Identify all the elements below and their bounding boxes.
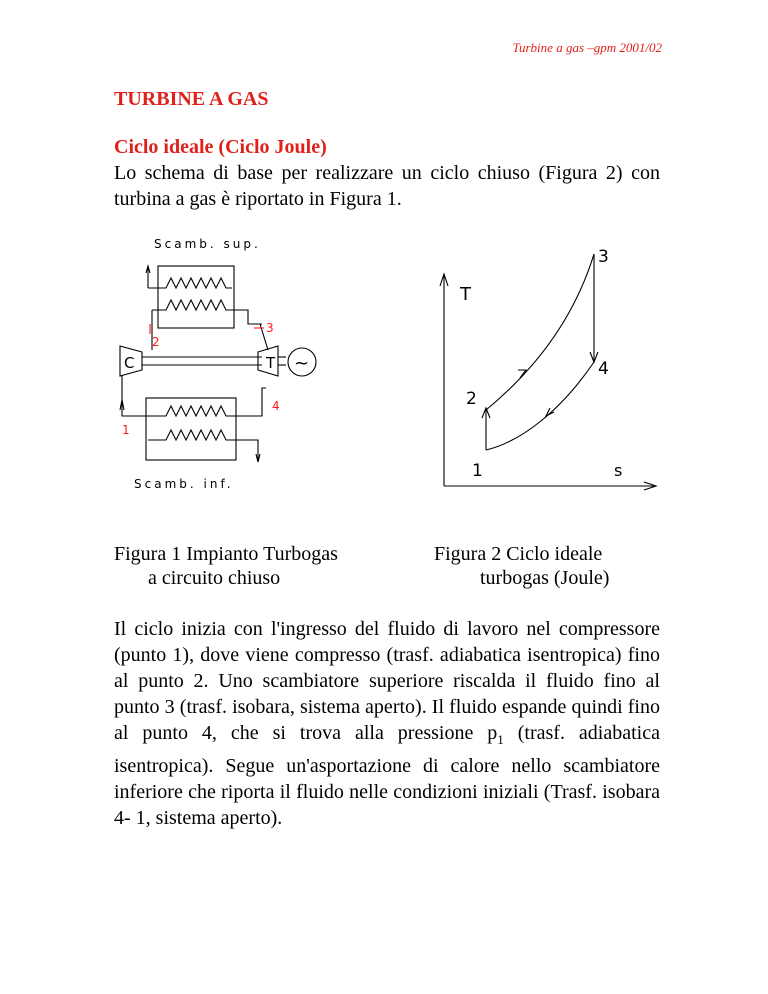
upper-exchanger (158, 266, 234, 328)
ts-point-1: 1 (472, 461, 483, 481)
ts-point-2: 2 (466, 389, 477, 409)
ts-point-4: 4 (598, 359, 609, 379)
section-heading: Ciclo ideale (Ciclo Joule) (114, 136, 327, 158)
ts-point-3: 3 (598, 247, 609, 267)
compressor-label: C (124, 354, 135, 372)
body-paragraph (114, 616, 660, 831)
figure-2-ts-diagram (430, 232, 662, 494)
page-header: Turbine a gas –gpm 2001/02 (512, 40, 662, 55)
body-text-1: Il ciclo inizia con l'ingresso del fluido di lavoro nel compressore (punto 1), dove viene compresso (trasf. adiabatica isentropica) fino al punto 2. Uno scambiatore superiore riscalda il fluido fino al punto 3 (trasf. isobara, sistema aperto). Il fluido espande quindi fino al punto 4, che si trova alla pressione p (114, 618, 660, 744)
body-subscript: 1 (497, 732, 504, 747)
curve-2-3 (486, 254, 594, 450)
figure-2-caption-line1: Figura 2 Ciclo ideale (434, 543, 603, 565)
body-text-2: (trasf. adiabatica isentropica). Segue un'asportazione di calore nello scambiatore inferiore che riporta il fluido nelle condizioni iniziali (Trasf. isobara 4- 1, sistema aperto). (114, 722, 660, 829)
generator-symbol: ~ (294, 353, 310, 374)
figure-2-caption (434, 542, 609, 590)
point-2-label: 2 (152, 335, 160, 349)
generator (278, 346, 318, 386)
figure-2-caption-line2: turbogas (Joule) (480, 567, 610, 589)
label-scamb-inf: Scamb. inf. (134, 477, 234, 491)
figure-1-caption-line1: Figura 1 Impianto Turbogas (114, 543, 338, 565)
axis-y-label: T (460, 284, 471, 305)
axis-x-label: s (614, 461, 623, 480)
point-4-label: 4 (272, 399, 280, 413)
intro-paragraph: Lo schema di base per realizzare un ciclo chiuso (Figura 2) con turbina a gas è riportato in Figura 1. (114, 162, 660, 210)
point-1-label: 1 (122, 423, 130, 437)
figure-1-caption (114, 542, 338, 590)
figure-1-caption-line2: a circuito chiuso (148, 567, 281, 589)
turbine-label: T (266, 354, 276, 372)
figure-1-plant-schematic (110, 228, 280, 498)
curve-4-1 (486, 362, 594, 450)
point-3-label: 3 (266, 321, 274, 335)
page-title: TURBINE A GAS (114, 88, 269, 110)
label-scamb-sup: Scamb. sup. (154, 237, 261, 251)
